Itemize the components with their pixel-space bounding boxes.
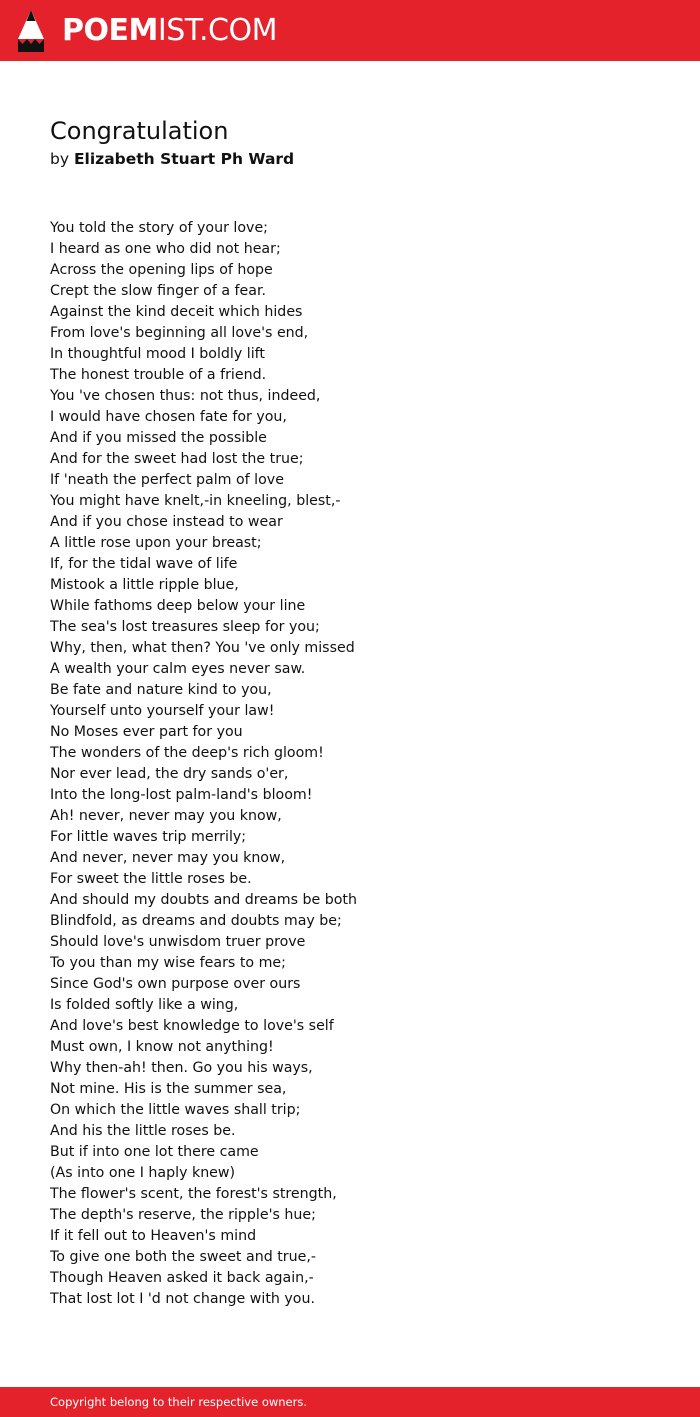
poem-line: And love's best knowledge to love's self bbox=[50, 1018, 334, 1034]
poem-line: From love's beginning all love's end, bbox=[50, 325, 309, 341]
site-header bbox=[0, 0, 700, 61]
poem-line: If, for the tidal wave of life bbox=[50, 556, 238, 572]
poem-line: Into the long-lost palm-land's bloom! bbox=[50, 787, 313, 803]
by-label: by bbox=[50, 150, 70, 168]
poem-line: The honest trouble of a friend. bbox=[50, 367, 267, 383]
poem-author: Elizabeth Stuart Ph Ward bbox=[73, 150, 295, 168]
pencil-tip-icon bbox=[17, 9, 45, 53]
poem-body bbox=[50, 218, 650, 1310]
poem-line: (As into one I haply knew) bbox=[50, 1165, 236, 1181]
site-footer bbox=[0, 1387, 700, 1417]
wordmark-bold: POEM bbox=[62, 13, 158, 48]
poem-line: For sweet the little roses be. bbox=[50, 871, 252, 887]
poem-line: And for the sweet had lost the true; bbox=[50, 451, 304, 467]
poem-title: Congratulation bbox=[50, 117, 229, 145]
poem-line: No Moses ever part for you bbox=[50, 724, 243, 740]
poem-line: For little waves trip merrily; bbox=[50, 829, 247, 845]
poem-line: And should my doubts and dreams be both bbox=[50, 892, 357, 908]
poem-line: Ah! never, never may you know, bbox=[50, 808, 282, 824]
poem-line: Why then-ah! then. Go you his ways, bbox=[50, 1060, 313, 1076]
poem-line: To give one both the sweet and true,- bbox=[50, 1249, 316, 1265]
poem-line: Crept the slow finger of a fear. bbox=[50, 283, 267, 299]
poem-line: You 've chosen thus: not thus, indeed, bbox=[50, 388, 321, 404]
poem-line: Is folded softly like a wing, bbox=[50, 997, 239, 1013]
poem-line: On which the little waves shall trip; bbox=[50, 1102, 301, 1118]
poem-line: But if into one lot there came bbox=[50, 1144, 259, 1160]
poem-line: The wonders of the deep's rich gloom! bbox=[50, 745, 324, 761]
poem-line: Not mine. His is the summer sea, bbox=[50, 1081, 287, 1097]
poem-line: Nor ever lead, the dry sands o'er, bbox=[50, 766, 289, 782]
poem-line: Why, then, what then? You 've only missed bbox=[50, 640, 355, 656]
poem-line: Yourself unto yourself your law! bbox=[50, 703, 275, 719]
poem-line: The depth's reserve, the ripple's hue; bbox=[50, 1207, 316, 1223]
poem-line: That lost lot I 'd not change with you. bbox=[50, 1291, 315, 1307]
poem-line: Across the opening lips of hope bbox=[50, 262, 273, 278]
poem-line: Since God's own purpose over ours bbox=[50, 976, 301, 992]
poem-line: And if you missed the possible bbox=[50, 430, 267, 446]
site-wordmark bbox=[62, 9, 277, 53]
poem-line: Should love's unwisdom truer prove bbox=[50, 934, 306, 950]
poem-line: Though Heaven asked it back again,- bbox=[50, 1270, 314, 1286]
poem-line: If it fell out to Heaven's mind bbox=[50, 1228, 257, 1244]
poem-line: A little rose upon your breast; bbox=[50, 535, 262, 551]
poem-line: And his the little roses be. bbox=[50, 1123, 236, 1139]
site-logo-link[interactable] bbox=[17, 9, 277, 53]
poem-line: Against the kind deceit which hides bbox=[50, 304, 303, 320]
poem-line: If 'neath the perfect palm of love bbox=[50, 472, 284, 488]
poem-line: I heard as one who did not hear; bbox=[50, 241, 281, 257]
poem-line: While fathoms deep below your line bbox=[50, 598, 306, 614]
poem-line: The flower's scent, the forest's strength, bbox=[50, 1186, 337, 1202]
poem-line: And never, never may you know, bbox=[50, 850, 286, 866]
poem-line: You might have knelt,-in kneeling, blest,- bbox=[50, 493, 341, 509]
wordmark-rest: IST.COM bbox=[157, 13, 277, 48]
poem-line: Blindfold, as dreams and doubts may be; bbox=[50, 913, 342, 929]
poem-line: To you than my wise fears to me; bbox=[50, 955, 286, 971]
poem-line: The sea's lost treasures sleep for you; bbox=[50, 619, 320, 635]
poem-line: Be fate and nature kind to you, bbox=[50, 682, 272, 698]
poem-line: A wealth your calm eyes never saw. bbox=[50, 661, 306, 677]
poem-line: Must own, I know not anything! bbox=[50, 1039, 274, 1055]
copyright-notice: Copyright belong to their respective owners. bbox=[50, 1395, 308, 1409]
poem-line: In thoughtful mood I boldly lift bbox=[50, 346, 265, 362]
poem-line: I would have chosen fate for you, bbox=[50, 409, 287, 425]
poem-byline bbox=[50, 148, 294, 170]
poem-line: Mistook a little ripple blue, bbox=[50, 577, 239, 593]
poem-line: And if you chose instead to wear bbox=[50, 514, 283, 530]
poem-line: You told the story of your love; bbox=[50, 220, 268, 236]
